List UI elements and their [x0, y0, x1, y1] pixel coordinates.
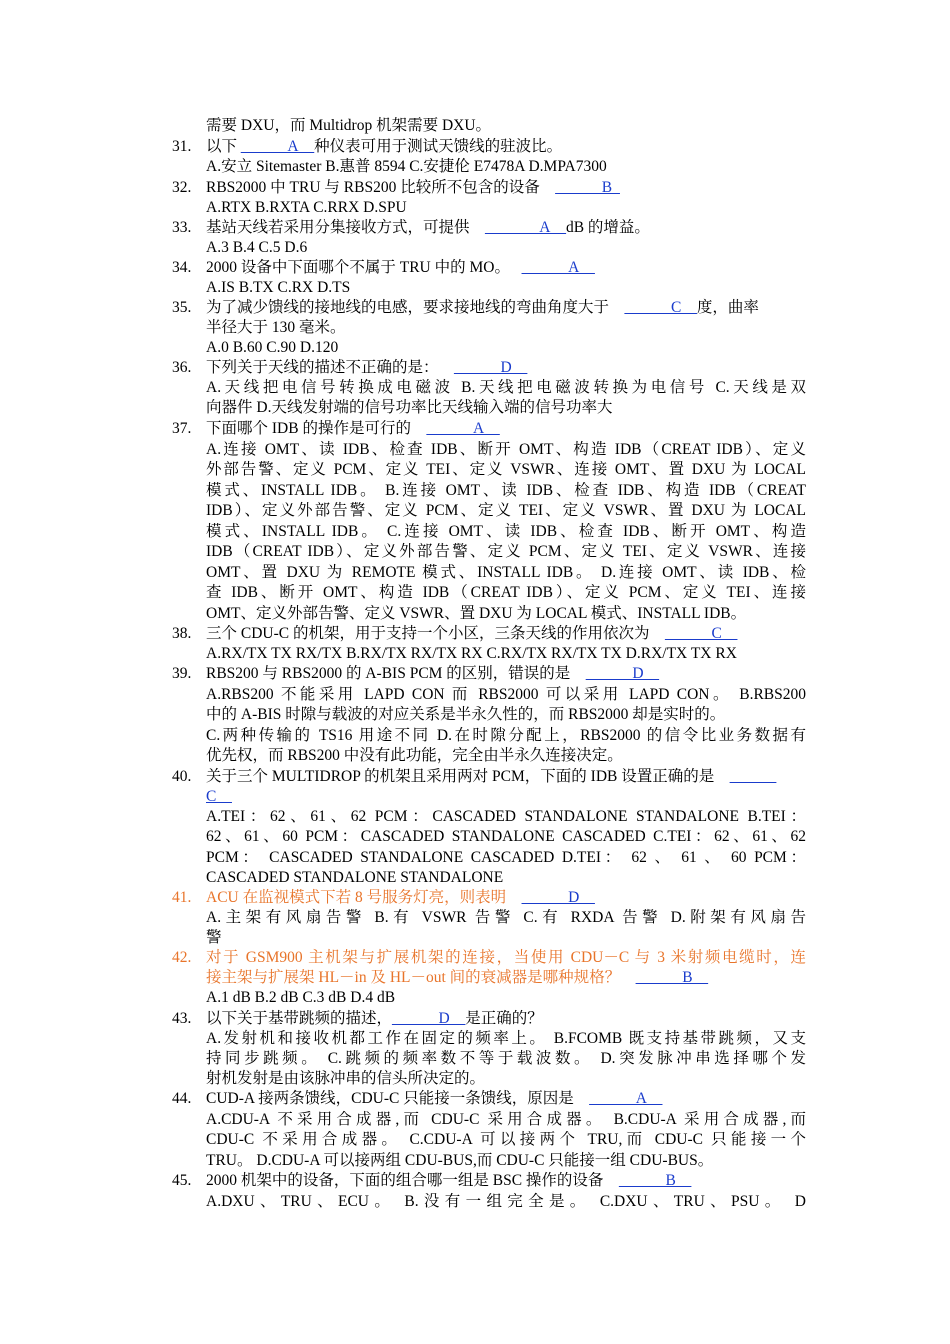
question-text-before: 2000 设备中下面哪个不属于 TRU 中的 MO。 — [206, 259, 522, 276]
text-line — [206, 1009, 806, 1029]
text-line — [206, 1089, 806, 1109]
question-text-before: ACU 在监视模式下若 8 号服务灯亮，则表明 — [206, 889, 522, 906]
text-line — [206, 178, 806, 198]
answer-blank: ______D__ — [521, 889, 595, 906]
question-text-before: 关于三个 MULTIDROP 的机架且采用两对 PCM，下面的 IDB 设置正确的是 — [206, 768, 730, 785]
text-line: 射机发射是由该脉冲串的信头所决定的。 — [206, 1070, 486, 1087]
text-line — [206, 358, 806, 378]
answer-blank: ______A__ — [589, 1090, 663, 1107]
answer-blank: _______A__ — [485, 219, 566, 236]
answer-blank: ______ — [729, 768, 777, 785]
text-line: IDB）、定义外部告警、定义 PCM、定义 TEI、定义 VSWR、置 DXU 为 LOCAL — [206, 502, 806, 519]
answer-blank: ______A__ — [426, 420, 500, 437]
text-line: A.主架有风扇告警 B.有 VSWR 告警 C.有 RXDA 告警 D.附架有风扇告 — [206, 909, 806, 926]
text-line: A.连接 OMT、读 IDB、检查 IDB、断开 OMT、构造 IDB（CREAT IDB）、定义 — [206, 441, 806, 458]
text-line — [206, 218, 806, 238]
answer-blank: ______D__ — [392, 1010, 466, 1027]
text-line: A.安立 Sitemaster B.惠普 8594 C.安捷伦 E7478A D.MPA7300 — [206, 158, 607, 175]
text-line: OMT、定义外部告警、定义 VSWR、置 DXU 为 LOCAL 模式、INSTALL IDB。 — [206, 605, 747, 622]
text-line — [206, 137, 806, 157]
text-line: A.0 B.60 C.90 D.120 — [206, 339, 339, 356]
text-line — [206, 787, 806, 807]
text-line: TRU。 D.CDU-A 可以接两组 CDU-BUS,而 CDU-C 只能接一组 CDU-BUS。 — [206, 1152, 714, 1169]
question-text-before: 接主架与扩展架 HL－in 及 HL－out 间的衰减器是哪种规格？ — [206, 969, 636, 986]
text-line: 半径大于 130 毫米。 — [206, 319, 346, 336]
text-line: OMT、置 DXU 为 REMOTE 模式、INSTALL IDB。 D.连接 OMT、读 IDB、检 — [206, 564, 806, 581]
text-line: IDB（CREAT IDB）、定义外部告警、定义 PCM、定义 TEI、定义 VSWR、连接 — [206, 543, 806, 560]
text-line: 对于 GSM900 主机架与扩展机架的连接，当使用 CDU－C 与 3 米射频电缆时，连 — [206, 949, 806, 966]
answer-blank: ______B_ — [555, 179, 620, 196]
question-number: 36. — [172, 359, 192, 376]
text-line: A.DXU、TRU、ECU。 B.没有一组完全是。 C.DXU、TRU、PSU。 D — [206, 1193, 806, 1210]
text-line: A.发射机和接收机都工作在固定的频率上。 B.FCOMB 既支持基带跳频，又支 — [206, 1030, 806, 1047]
question-text-before: 以下 — [206, 138, 241, 155]
text-line: 62、61、60 PCM：CASCADED STANDALONE CASCADED C.TEI：62、61、62 — [206, 828, 806, 845]
answer-blank: ______D__ — [454, 359, 528, 376]
text-line: A.3 B.4 C.5 D.6 — [206, 239, 308, 256]
text-line: 向器件 D.天线发射端的信号功率比天线输入端的信号功率大 — [206, 399, 613, 416]
question-text-after: dB 的增益。 — [565, 219, 650, 236]
text-line: 模式、INSTALL IDB。 B.连接 OMT、读 IDB、检查 IDB、构造 IDB（CREAT — [206, 482, 806, 499]
question-text-before: RBS2000 中 TRU 与 RBS200 比较所不包含的设备 — [206, 179, 556, 196]
question-text-after: 是正确的？ — [465, 1010, 543, 1027]
answer-blank: C__ — [206, 788, 232, 805]
text-line — [206, 298, 806, 318]
question-number: 40. — [172, 768, 192, 785]
question-text-before: 以下关于基带跳频的描述， — [206, 1010, 393, 1027]
text-line — [206, 258, 806, 278]
question-number: 32. — [172, 179, 192, 196]
question-number: 41. — [172, 889, 192, 906]
text-line — [206, 624, 806, 644]
answer-blank: ______D__ — [585, 665, 660, 682]
question-text-before: 下列关于天线的描述不正确的是： — [206, 359, 455, 376]
text-line — [206, 664, 806, 684]
text-line: A.1 dB B.2 dB C.3 dB D.4 dB — [206, 989, 396, 1006]
question-text-before: CUD-A 接两条馈线，CDU-C 只能接一条馈线，原因是 — [206, 1090, 590, 1107]
question-text-before: 三个 CDU-C 的机架，用于支持一个小区，三条天线的作用依次为 — [206, 625, 665, 642]
text-line: A.CDU-A 不采用合成器,而 CDU-C 采用合成器。 B.CDU-A 采用合成器,而 — [206, 1111, 806, 1128]
text-line: A.IS B.TX C.RX D.TS — [206, 279, 351, 296]
text-line — [206, 419, 806, 439]
text-line: A.RTX B.RXTA C.RRX D.SPU — [206, 199, 407, 216]
question-number: 37. — [172, 420, 192, 437]
answer-blank: ______B__ — [618, 1172, 692, 1189]
text-line: 外部告警、定义 PCM、定义 TEI、定义 VSWR、连接 OMT、置 DXU 为 LOCAL — [206, 461, 806, 478]
question-number: 35. — [172, 299, 192, 316]
question-text-after: 度，曲率 — [696, 299, 759, 316]
question-number: 45. — [172, 1172, 192, 1189]
question-text-after: 种仪表可用于测试天馈线的驻波比。 — [314, 138, 563, 155]
text-line — [206, 888, 806, 908]
question-number: 34. — [172, 259, 192, 276]
text-line — [206, 968, 806, 988]
text-line: CASCADED STANDALONE STANDALONE — [206, 869, 504, 886]
answer-blank: ______A__ — [521, 259, 595, 276]
question-number: 31. — [172, 138, 192, 155]
question-text-before: 为了减少馈线的接地线的电感，要求接地线的弯曲角度大于 — [206, 299, 625, 316]
question-number: 38. — [172, 625, 192, 642]
text-line: 需要 DXU，而 Multidrop 机架需要 DXU。 — [206, 117, 492, 134]
text-line: A.TEI：62、61、62 PCM：CASCADED STANDALONE STANDALONE B.TEI： — [206, 808, 806, 825]
text-line — [206, 1171, 806, 1191]
text-line: 持同步跳频。 C.跳频的频率数不等于载波数。 D.突发脉冲串选择哪个发 — [206, 1050, 806, 1067]
text-line — [206, 767, 806, 787]
text-line: A.天线把电信号转换成电磁波 B.天线把电磁波转换为电信号 C.天线是双 — [206, 379, 806, 396]
question-text-before: 基站天线若采用分集接收方式，可提供 — [206, 219, 486, 236]
answer-blank: ______C__ — [624, 299, 697, 316]
text-line: 优先权，而 RBS200 中没有此功能，完全由半永久连接决定。 — [206, 747, 623, 764]
text-line: A.RX/TX TX RX/TX B.RX/TX RX/TX RX C.RX/TX RX/TX TX D.RX/TX TX RX — [206, 645, 737, 662]
text-line: 警 — [206, 929, 222, 946]
text-line: 查 IDB、断开 OMT、构造 IDB（CREAT IDB）、定义 PCM、定义 TEI、连接 — [206, 584, 806, 601]
text-line: PCM： CASCADED STANDALONE CASCADED D.TEI： 62 、 61 、 60 PCM： — [206, 849, 806, 866]
question-number: 42. — [172, 949, 192, 966]
answer-blank: ______C__ — [664, 625, 738, 642]
question-number: 43. — [172, 1010, 192, 1027]
question-text-before: 2000 机架中的设备，下面的组合哪一组是 BSC 操作的设备 — [206, 1172, 619, 1189]
text-line: CDU-C 不采用合成器。 C.CDU-A 可以接两个 TRU,而 CDU-C 只能接一个 — [206, 1131, 806, 1148]
answer-blank: ______A__ — [240, 138, 315, 155]
question-number: 39. — [172, 665, 192, 682]
question-text-before: 下面哪个 IDB 的操作是可行的 — [206, 420, 427, 437]
question-number: 44. — [172, 1090, 192, 1107]
question-number: 33. — [172, 219, 192, 236]
answer-blank: ______B__ — [635, 969, 709, 986]
text-line: A.RBS200 不能采用 LAPD CON 而 RBS2000 可以采用 LAPD CON。 B.RBS200 — [206, 686, 806, 703]
text-line: C.两种传输的 TS16 用途不同 D.在时隙分配上，RBS2000 的信令比业务数据有 — [206, 727, 806, 744]
text-line: 模式、INSTALL IDB。 C.连接 OMT、读 IDB、检查 IDB、断开 OMT、构造 — [206, 523, 806, 540]
text-line: 中的 A-BIS 时隙与载波的对应关系是半永久性的，而 RBS2000 却是实时的。 — [206, 706, 726, 723]
question-text-before: RBS200 与 RBS2000 的 A-BIS PCM 的区别，错误的是 — [206, 665, 586, 682]
